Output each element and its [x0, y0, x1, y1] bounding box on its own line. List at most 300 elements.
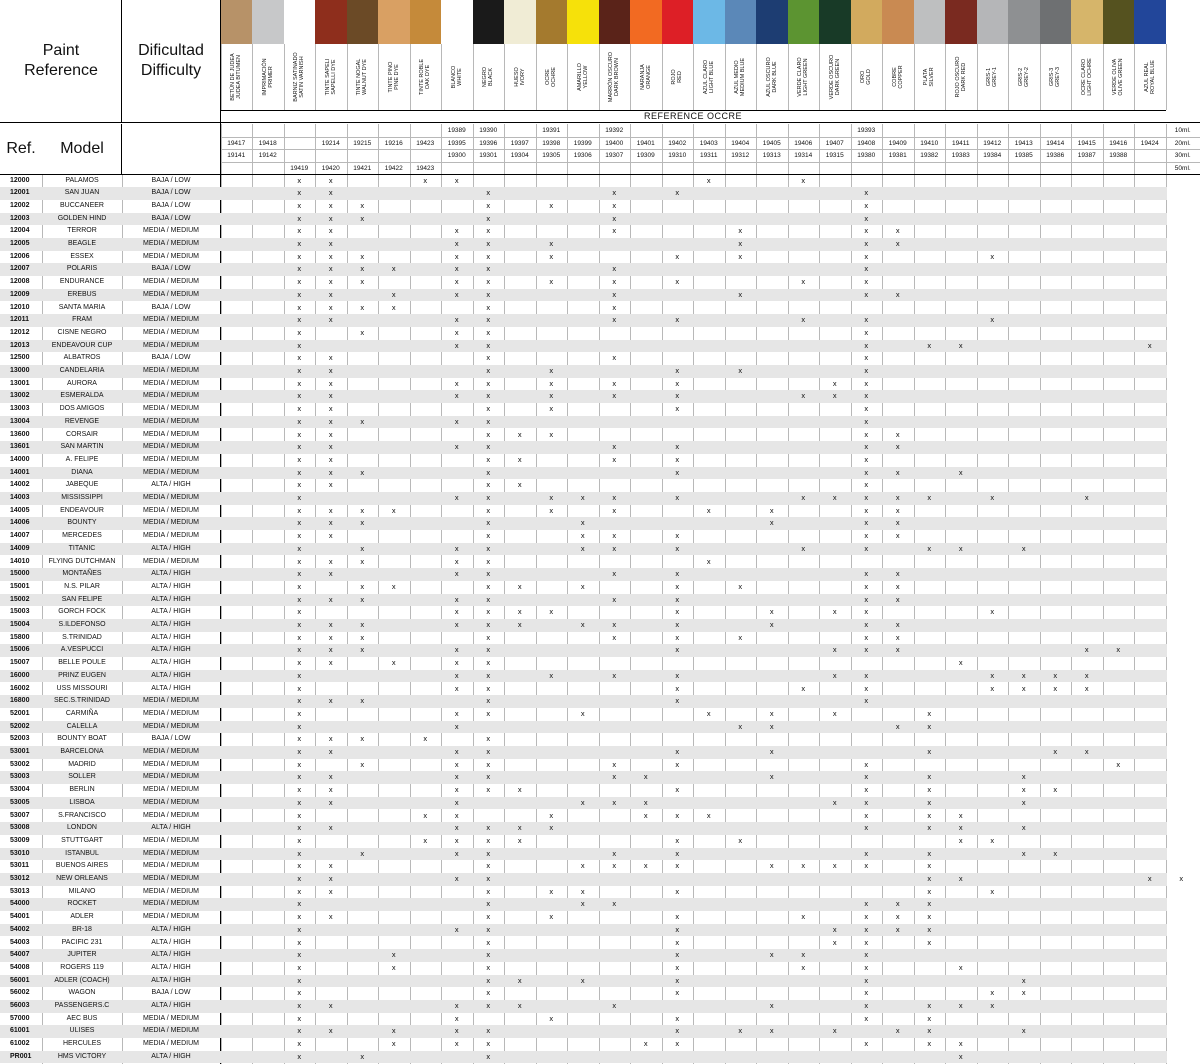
usage-mark: x [284, 632, 316, 645]
usage-mark: x [1008, 987, 1040, 1000]
row-model: BELLE POULE [42, 657, 122, 670]
usage-mark: x [662, 784, 694, 797]
usage-mark: x [441, 1025, 473, 1038]
usage-mark: x [882, 644, 914, 657]
row-model: ADLER (COACH) [42, 975, 122, 988]
usage-mark: x [914, 784, 946, 797]
row-difficulty: MEDIA / MEDIUM [122, 556, 220, 569]
usage-mark: x [473, 771, 505, 784]
usage-mark: x [315, 911, 347, 924]
row-difficulty: MEDIA / MEDIUM [122, 873, 220, 886]
row-ref: 54008 [10, 962, 29, 975]
paint-name [1103, 44, 1135, 110]
usage-mark: x [914, 708, 946, 721]
usage-mark: x [473, 924, 505, 937]
usage-mark: x [284, 530, 316, 543]
usage-mark: x [756, 1000, 788, 1013]
usage-mark: x [599, 543, 631, 556]
paint-code: 19396 [473, 137, 505, 150]
paint-code: 19405 [756, 137, 788, 150]
table-row [0, 670, 1167, 683]
row-model: HMS VICTORY [42, 1051, 122, 1064]
usage-mark: x [473, 708, 505, 721]
usage-mark: x [473, 1051, 505, 1064]
usage-mark: x [914, 543, 946, 556]
row-ref: 12009 [10, 289, 29, 302]
usage-mark: x [819, 924, 851, 937]
row-model: STUTTGART [42, 835, 122, 848]
paint-name-label: BETÚN DE JUDEA JUDEA BITUMEN [230, 53, 242, 100]
paint-code: 19141 [221, 149, 253, 162]
row-model: S.FRANCISCO [42, 810, 122, 823]
usage-mark: x [315, 289, 347, 302]
table-row [0, 225, 1167, 238]
usage-mark: x [851, 263, 883, 276]
usage-mark: x [945, 657, 977, 670]
usage-mark: x [284, 492, 316, 505]
usage-mark: x [977, 314, 1009, 327]
usage-mark: x [662, 695, 694, 708]
row-ref: 52003 [10, 733, 29, 746]
usage-mark: x [441, 771, 473, 784]
usage-mark: x [599, 378, 631, 391]
usage-mark: x [693, 505, 725, 518]
row-model: ULISES [42, 1025, 122, 1038]
usage-mark: x [315, 619, 347, 632]
row-ref: 61002 [10, 1038, 29, 1051]
usage-mark: x [756, 721, 788, 734]
usage-mark: x [662, 619, 694, 632]
paint-name-label: AZUL CLARO LIGHT BLUE [703, 60, 715, 94]
row-model: PALAMOS [42, 175, 122, 188]
usage-mark: x [284, 429, 316, 442]
usage-mark: x [473, 327, 505, 340]
usage-mark: x [284, 225, 316, 238]
usage-mark: x [819, 644, 851, 657]
usage-mark: x [851, 365, 883, 378]
usage-mark: x [851, 860, 883, 873]
table-row [0, 403, 1167, 416]
divider [221, 110, 1166, 111]
row-difficulty: MEDIA / MEDIUM [122, 327, 220, 340]
paint-name-label: VERDE OSCURO DARK GREEN [829, 55, 841, 100]
usage-mark: x [315, 441, 347, 454]
usage-mark: x [315, 505, 347, 518]
paint-code: 19386 [1040, 149, 1072, 162]
usage-mark: x [725, 251, 757, 264]
usage-mark: x [347, 517, 379, 530]
row-difficulty: ALTA / HIGH [122, 543, 220, 556]
row-difficulty: ALTA / HIGH [122, 1000, 220, 1013]
usage-mark: x [851, 632, 883, 645]
usage-mark: x [851, 987, 883, 1000]
gridline [1134, 44, 1135, 110]
usage-mark: x [945, 543, 977, 556]
usage-mark: x [284, 886, 316, 899]
paint-name-label: ROJO RED [671, 69, 683, 84]
paint-name [221, 44, 253, 110]
usage-mark: x [284, 1013, 316, 1026]
gridline [347, 124, 348, 174]
usage-mark: x [851, 797, 883, 810]
usage-mark: x [693, 175, 725, 188]
usage-mark: x [851, 771, 883, 784]
usage-mark: x [441, 276, 473, 289]
row-ref: 53013 [10, 886, 29, 899]
row-ref: 16800 [10, 695, 29, 708]
color-swatch [662, 0, 694, 44]
table-row [0, 314, 1167, 327]
row-ref: 12004 [10, 225, 29, 238]
row-model: BUCCANEER [42, 200, 122, 213]
usage-mark: x [284, 1051, 316, 1064]
row-ref: 54002 [10, 924, 29, 937]
usage-mark: x [599, 314, 631, 327]
usage-mark: x [788, 390, 820, 403]
paint-name [315, 44, 347, 110]
usage-mark: x [347, 276, 379, 289]
usage-mark: x [315, 568, 347, 581]
row-model: HERCULES [42, 1038, 122, 1051]
usage-mark: x [441, 238, 473, 251]
usage-mark: x [473, 467, 505, 480]
row-model: FRAM [42, 314, 122, 327]
row-difficulty: ALTA / HIGH [122, 479, 220, 492]
gridline [252, 124, 253, 174]
row-ref: PR001 [10, 1051, 31, 1064]
divider [0, 122, 1200, 123]
gridline [914, 44, 915, 110]
usage-mark: x [473, 822, 505, 835]
usage-mark: x [473, 873, 505, 886]
usage-mark: x [1008, 771, 1040, 784]
usage-mark: x [315, 822, 347, 835]
paint-name-label: AZUL REAL ROYAL BLUE [1144, 60, 1156, 94]
usage-mark: x [284, 251, 316, 264]
usage-mark: x [1040, 746, 1072, 759]
usage-mark: x [599, 225, 631, 238]
usage-mark: x [315, 276, 347, 289]
usage-mark: x [662, 632, 694, 645]
row-difficulty: MEDIA / MEDIUM [122, 276, 220, 289]
row-difficulty: MEDIA / MEDIUM [122, 289, 220, 302]
paint-name [1134, 44, 1166, 110]
usage-mark: x [473, 987, 505, 1000]
usage-mark: x [914, 1000, 946, 1013]
usage-mark: x [914, 1038, 946, 1051]
usage-mark: x [378, 962, 410, 975]
usage-mark: x [945, 1038, 977, 1051]
usage-mark: x [378, 1038, 410, 1051]
usage-mark: x [473, 670, 505, 683]
color-swatch [819, 0, 851, 44]
usage-mark: x [882, 238, 914, 251]
usage-mark: x [284, 454, 316, 467]
usage-mark: x [630, 810, 662, 823]
paint-code: 19383 [945, 149, 977, 162]
row-model: BARCELONA [42, 746, 122, 759]
row-ref: 54007 [10, 949, 29, 962]
color-swatch [788, 0, 820, 44]
usage-mark: x [851, 441, 883, 454]
usage-mark: x [1134, 340, 1166, 353]
usage-mark: x [1071, 644, 1103, 657]
gridline [1040, 124, 1041, 174]
table-row [0, 568, 1167, 581]
paint-code: 19401 [630, 137, 662, 150]
row-model: BOUNTY [42, 517, 122, 530]
paint-code: 19381 [882, 149, 914, 162]
row-ref: 12003 [10, 213, 29, 226]
paint-code: 19310 [662, 149, 694, 162]
row-difficulty: MEDIA / MEDIUM [122, 848, 220, 861]
size-label: 20ml. [1166, 137, 1200, 150]
table-row [0, 619, 1167, 632]
paint-name [693, 44, 725, 110]
usage-mark: x [315, 886, 347, 899]
table-row [0, 708, 1167, 721]
row-model: SEC.S.TRINIDAD [42, 695, 122, 708]
row-difficulty: MEDIA / MEDIUM [122, 860, 220, 873]
row-difficulty: ALTA / HIGH [122, 1051, 220, 1064]
usage-mark: x [441, 1000, 473, 1013]
usage-mark: x [473, 314, 505, 327]
usage-mark: x [315, 860, 347, 873]
usage-mark: x [756, 949, 788, 962]
usage-mark: x [284, 898, 316, 911]
row-model: PRINZ EUGEN [42, 670, 122, 683]
gridline [567, 124, 568, 174]
usage-mark: x [473, 619, 505, 632]
table-row [0, 594, 1167, 607]
paint-code: 19382 [914, 149, 946, 162]
usage-mark: x [851, 619, 883, 632]
usage-mark: x [504, 822, 536, 835]
usage-mark: x [851, 314, 883, 327]
usage-mark: x [284, 949, 316, 962]
usage-mark: x [851, 568, 883, 581]
usage-mark: x [315, 746, 347, 759]
usage-mark: x [441, 390, 473, 403]
usage-mark: x [1008, 670, 1040, 683]
usage-mark: x [441, 657, 473, 670]
usage-mark: x [441, 175, 473, 188]
table-row [0, 505, 1167, 518]
usage-mark: x [977, 683, 1009, 696]
usage-mark: x [473, 556, 505, 569]
gridline [1166, 124, 1167, 174]
row-model: ALBATROS [42, 352, 122, 365]
row-difficulty: MEDIA / MEDIUM [122, 784, 220, 797]
usage-mark: x [882, 619, 914, 632]
usage-mark: x [473, 454, 505, 467]
usage-mark: x [504, 784, 536, 797]
row-ref: 53012 [10, 873, 29, 886]
paint-name [1071, 44, 1103, 110]
row-ref: 61001 [10, 1025, 29, 1038]
row-model: REVENGE [42, 416, 122, 429]
row-difficulty: BAJA / LOW [122, 175, 220, 188]
usage-mark: x [1008, 822, 1040, 835]
row-ref: 53009 [10, 835, 29, 848]
paint-name-label: ROJO OSCURO DARK RED [955, 57, 967, 98]
row-model: LISBOA [42, 797, 122, 810]
usage-mark: x [851, 454, 883, 467]
usage-mark: x [756, 1025, 788, 1038]
table-row [0, 352, 1167, 365]
row-model: SAN JUAN [42, 187, 122, 200]
usage-mark: x [725, 721, 757, 734]
usage-mark: x [284, 924, 316, 937]
usage-mark: x [1040, 683, 1072, 696]
usage-mark: x [851, 378, 883, 391]
usage-mark: x [441, 797, 473, 810]
color-swatch [441, 0, 473, 44]
usage-mark: x [662, 365, 694, 378]
row-model: ESMERALDA [42, 390, 122, 403]
row-ref: 12500 [10, 352, 29, 365]
usage-mark: x [945, 873, 977, 886]
usage-mark: x [473, 263, 505, 276]
usage-mark: x [914, 848, 946, 861]
usage-mark: x [315, 1025, 347, 1038]
paint-name [441, 44, 473, 110]
usage-mark: x [630, 797, 662, 810]
usage-mark: x [473, 200, 505, 213]
gridline [725, 44, 726, 110]
paint-code: 19309 [630, 149, 662, 162]
usage-mark: x [851, 911, 883, 924]
usage-mark: x [473, 187, 505, 200]
paint-code: 19423 [410, 162, 442, 175]
paint-name [819, 44, 851, 110]
usage-mark: x [599, 594, 631, 607]
usage-mark: x [441, 492, 473, 505]
paint-code: 19306 [567, 149, 599, 162]
usage-mark: x [851, 581, 883, 594]
row-model: EREBUS [42, 289, 122, 302]
table-row [0, 378, 1167, 391]
row-difficulty: MEDIA / MEDIUM [122, 251, 220, 264]
table-row [0, 937, 1167, 950]
color-swatch [347, 0, 379, 44]
usage-mark: x [851, 251, 883, 264]
color-swatch [252, 0, 284, 44]
row-ref: 12001 [10, 187, 29, 200]
usage-mark: x [473, 289, 505, 302]
usage-mark: x [851, 822, 883, 835]
usage-mark: x [315, 479, 347, 492]
usage-mark: x [473, 390, 505, 403]
usage-mark: x [882, 581, 914, 594]
usage-mark: x [315, 213, 347, 226]
usage-mark: x [441, 594, 473, 607]
row-ref: 12012 [10, 327, 29, 340]
table-row [0, 975, 1167, 988]
row-ref: 12000 [10, 175, 29, 188]
usage-mark: x [1008, 683, 1040, 696]
usage-mark: x [756, 619, 788, 632]
usage-mark: x [819, 1025, 851, 1038]
usage-mark: x [315, 251, 347, 264]
usage-mark: x [851, 340, 883, 353]
usage-mark: x [599, 441, 631, 454]
row-ref: 13004 [10, 416, 29, 429]
usage-mark: x [662, 962, 694, 975]
row-model: BUENOS AIRES [42, 860, 122, 873]
color-swatch [693, 0, 725, 44]
usage-mark: x [441, 746, 473, 759]
row-model: DOS AMIGOS [42, 403, 122, 416]
row-difficulty: MEDIA / MEDIUM [122, 403, 220, 416]
gridline [567, 44, 568, 110]
row-model: BR-18 [42, 924, 122, 937]
row-difficulty: MEDIA / MEDIUM [122, 721, 220, 734]
usage-mark: x [315, 263, 347, 276]
gridline [284, 44, 285, 110]
paint-name [284, 44, 316, 110]
usage-mark: x [536, 886, 568, 899]
usage-mark: x [284, 390, 316, 403]
gridline [221, 124, 222, 174]
gridline [221, 162, 1200, 163]
usage-mark: x [441, 848, 473, 861]
paint-name [410, 44, 442, 110]
usage-mark: x [851, 949, 883, 962]
usage-mark: x [567, 975, 599, 988]
table-row [0, 263, 1167, 276]
usage-mark: x [1008, 848, 1040, 861]
usage-mark: x [473, 416, 505, 429]
table-row [0, 213, 1167, 226]
usage-mark: x [567, 619, 599, 632]
row-model: ENDEAVOUR CUP [42, 340, 122, 353]
usage-mark: x [504, 606, 536, 619]
paint-code: 19410 [914, 137, 946, 150]
row-model: AEC BUS [42, 1013, 122, 1026]
usage-mark: x [756, 505, 788, 518]
row-difficulty: ALTA / HIGH [122, 937, 220, 950]
gridline [914, 124, 915, 174]
row-difficulty: MEDIA / MEDIUM [122, 771, 220, 784]
paint-code: 19214 [315, 137, 347, 150]
table-row [0, 771, 1167, 784]
divider [121, 124, 122, 174]
gridline [882, 44, 883, 110]
usage-mark: x [315, 797, 347, 810]
usage-mark: x [284, 467, 316, 480]
row-difficulty: ALTA / HIGH [122, 632, 220, 645]
table-row [0, 1025, 1167, 1038]
usage-mark: x [536, 492, 568, 505]
paint-code: 19416 [1103, 137, 1135, 150]
usage-mark: x [473, 543, 505, 556]
paint-name [977, 44, 1009, 110]
color-swatch [284, 0, 316, 44]
usage-mark: x [473, 302, 505, 315]
gridline [221, 137, 1200, 138]
paint-code: 19142 [252, 149, 284, 162]
usage-mark: x [473, 530, 505, 543]
row-model: SOLLER [42, 771, 122, 784]
paint-code: 19407 [819, 137, 851, 150]
table-row [0, 797, 1167, 810]
usage-mark: x [788, 492, 820, 505]
color-swatch [315, 0, 347, 44]
paint-code: 19216 [378, 137, 410, 150]
paint-code: 19411 [945, 137, 977, 150]
usage-mark: x [441, 721, 473, 734]
